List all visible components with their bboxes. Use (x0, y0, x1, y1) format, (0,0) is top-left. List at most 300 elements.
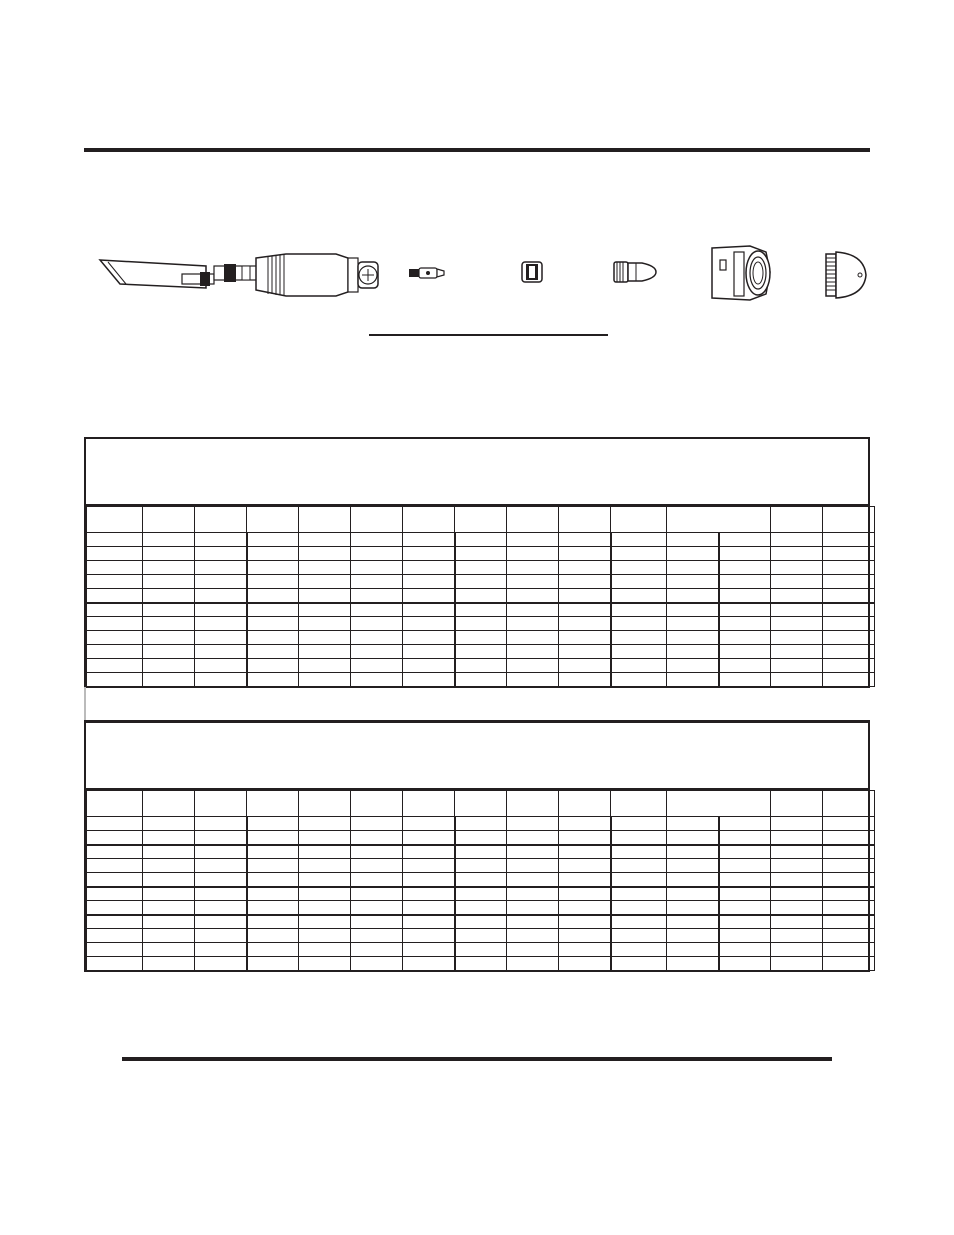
table-cell (771, 957, 823, 971)
table-cell (667, 901, 719, 915)
table-cell (195, 929, 247, 943)
table-cell (299, 859, 351, 873)
table-cell (195, 533, 247, 547)
table-cell (507, 561, 559, 575)
table-cell (143, 859, 195, 873)
table-cell (403, 929, 455, 943)
table-cell (403, 575, 455, 589)
table-cell (299, 617, 351, 631)
table-cell (403, 887, 455, 901)
table-cell (299, 831, 351, 845)
table-cell (455, 561, 507, 575)
table-cell (455, 673, 507, 687)
table-cell (719, 957, 771, 971)
table-cell (611, 547, 667, 561)
table-cell (247, 859, 299, 873)
table-cell (771, 561, 823, 575)
table-cell (771, 631, 823, 645)
table-cell (351, 915, 403, 929)
table-cell (403, 547, 455, 561)
table-cell (771, 859, 823, 873)
table-cell (611, 533, 667, 547)
table-cell (667, 943, 719, 957)
table-row (87, 845, 875, 859)
table-cell (559, 957, 611, 971)
table-cell (507, 673, 559, 687)
table-cell (719, 561, 771, 575)
table-cell (87, 873, 143, 887)
table-cell (247, 929, 299, 943)
table-cell (299, 533, 351, 547)
table-cell (403, 831, 455, 845)
table-cell (299, 887, 351, 901)
table-cell (823, 533, 875, 547)
table-cell (559, 603, 611, 617)
table-cell (559, 547, 611, 561)
table-row (87, 957, 875, 971)
table-cell (507, 873, 559, 887)
table-row (87, 603, 875, 617)
table-row (87, 887, 875, 901)
table-cell (611, 603, 667, 617)
table-cell (87, 673, 143, 687)
table-cell (667, 673, 719, 687)
table-cell (719, 603, 771, 617)
swirl-ring-icon (520, 260, 544, 284)
table-cell (143, 617, 195, 631)
table-cell (351, 659, 403, 673)
table-cell (823, 561, 875, 575)
table-cell (403, 943, 455, 957)
table-cell (195, 831, 247, 845)
table-cell (507, 929, 559, 943)
table-cell (667, 575, 719, 589)
table-cell (507, 887, 559, 901)
table-top-grid (86, 506, 875, 687)
table-cell (143, 659, 195, 673)
table-cell (195, 547, 247, 561)
table-cell (611, 859, 667, 873)
table-cell (559, 901, 611, 915)
table-cell (667, 547, 719, 561)
table-cell (507, 589, 559, 603)
table-cell (611, 659, 667, 673)
tip-icon (612, 258, 660, 286)
table-cell (455, 831, 507, 845)
table-cell (247, 845, 299, 859)
table-cell (823, 943, 875, 957)
table-cell (719, 645, 771, 659)
table-cell (719, 575, 771, 589)
table-cell (455, 915, 507, 929)
table-cell (299, 589, 351, 603)
table-cell (455, 575, 507, 589)
table-cell (299, 547, 351, 561)
table-cell (247, 533, 299, 547)
electrode-icon (408, 266, 448, 280)
table-cell (823, 873, 875, 887)
table-cell (611, 873, 667, 887)
table-cell (351, 561, 403, 575)
table-cell (87, 831, 143, 845)
table-cell (719, 873, 771, 887)
table-cell (87, 817, 143, 831)
table-cell (195, 943, 247, 957)
table-cell (87, 631, 143, 645)
table-cell (299, 659, 351, 673)
table-header-cell (299, 791, 351, 817)
table-header-cell (87, 791, 143, 817)
table-cell (195, 631, 247, 645)
table-cell (403, 673, 455, 687)
table-header-cell (403, 507, 455, 533)
table-cell (351, 617, 403, 631)
table-cell (403, 901, 455, 915)
table-cell (87, 533, 143, 547)
table-cell (455, 547, 507, 561)
table-header-row (87, 791, 875, 817)
table-row (87, 901, 875, 915)
table-cell (247, 957, 299, 971)
table-cell (299, 873, 351, 887)
table-cell (719, 631, 771, 645)
table-cell (611, 561, 667, 575)
table-cell (611, 845, 667, 859)
table-cell (559, 673, 611, 687)
table-cell (87, 887, 143, 901)
table-cell (559, 859, 611, 873)
table-header-cell (507, 507, 559, 533)
table-cell (611, 887, 667, 901)
table-cell (771, 817, 823, 831)
table-cell (667, 645, 719, 659)
table-cell (143, 873, 195, 887)
table-cell (299, 929, 351, 943)
table-cell (507, 957, 559, 971)
table-header-cell (559, 507, 611, 533)
table-cell (403, 873, 455, 887)
table-cell (507, 617, 559, 631)
table-cell (143, 887, 195, 901)
table-cell (455, 589, 507, 603)
table-cell (143, 673, 195, 687)
table-cell (87, 547, 143, 561)
table-cell (507, 547, 559, 561)
table-cell (559, 817, 611, 831)
table-header-cell (87, 507, 143, 533)
table-cell (611, 617, 667, 631)
table-cell (823, 547, 875, 561)
table-row (87, 575, 875, 589)
table-cell (351, 957, 403, 971)
table-cell (507, 659, 559, 673)
table-cell (351, 603, 403, 617)
table-cell (507, 859, 559, 873)
table-cell (667, 533, 719, 547)
table-cell (247, 887, 299, 901)
table-cell (247, 547, 299, 561)
table-cell (195, 887, 247, 901)
table-header-cell (247, 791, 299, 817)
table-cell (719, 817, 771, 831)
table-cell (195, 659, 247, 673)
table-cell (87, 845, 143, 859)
table-cell (771, 887, 823, 901)
table-cell (667, 659, 719, 673)
table-cell (195, 561, 247, 575)
table-cell (403, 617, 455, 631)
table-cell (87, 929, 143, 943)
table-cell (823, 957, 875, 971)
table-cell (351, 547, 403, 561)
table-cell (299, 943, 351, 957)
table-cell (455, 845, 507, 859)
table-cell (195, 915, 247, 929)
table-header-cell (611, 507, 667, 533)
table-cell (247, 817, 299, 831)
table-cell (667, 873, 719, 887)
table-cell (247, 645, 299, 659)
table-cell (455, 901, 507, 915)
table-cell (507, 533, 559, 547)
table-cell (771, 831, 823, 845)
table-cell (507, 943, 559, 957)
table-cell (247, 617, 299, 631)
table-row (87, 915, 875, 929)
table-cell (507, 901, 559, 915)
table-cell (719, 673, 771, 687)
table-cell (667, 631, 719, 645)
table-cell (299, 915, 351, 929)
table-cell (559, 873, 611, 887)
table-cell (87, 575, 143, 589)
table-row (87, 547, 875, 561)
table-cell (667, 957, 719, 971)
table-cell (195, 645, 247, 659)
table-cell (667, 845, 719, 859)
table-cell (247, 943, 299, 957)
table-cell (351, 817, 403, 831)
table-cell (195, 575, 247, 589)
table-cell (719, 901, 771, 915)
table-cell (719, 831, 771, 845)
table-cell (455, 957, 507, 971)
table-cell (507, 915, 559, 929)
table-cell (143, 603, 195, 617)
table-cell (403, 589, 455, 603)
table-cell (611, 589, 667, 603)
table-cell (403, 533, 455, 547)
table-cell (143, 831, 195, 845)
table-cell (771, 617, 823, 631)
table-cell (299, 645, 351, 659)
table-cell (719, 845, 771, 859)
table-cell (351, 831, 403, 845)
table-cell (611, 575, 667, 589)
table-cell (823, 845, 875, 859)
table-header-cell (667, 507, 771, 533)
table-cell (559, 943, 611, 957)
table-row (87, 659, 875, 673)
table-cell (351, 887, 403, 901)
table-cell (667, 887, 719, 901)
table-cell (611, 645, 667, 659)
table-row (87, 859, 875, 873)
table-cell (771, 929, 823, 943)
table-cell (143, 575, 195, 589)
table-cell (247, 659, 299, 673)
table-cell (247, 901, 299, 915)
table-cell (771, 873, 823, 887)
table-header-cell (403, 791, 455, 817)
table-cell (403, 817, 455, 831)
table-header-cell (455, 791, 507, 817)
table-cell (455, 533, 507, 547)
torch-head-icon (96, 244, 386, 304)
table-cell (351, 645, 403, 659)
table-cell (507, 831, 559, 845)
table-cell (455, 873, 507, 887)
table-cell (559, 887, 611, 901)
table-cell (771, 575, 823, 589)
table-cell (823, 915, 875, 929)
table-row (87, 589, 875, 603)
table-cell (351, 673, 403, 687)
table-cell (143, 533, 195, 547)
table-cell (403, 845, 455, 859)
table-cell (247, 831, 299, 845)
table-cell (507, 575, 559, 589)
table-header-cell (611, 791, 667, 817)
table-cell (771, 547, 823, 561)
table-cell (771, 845, 823, 859)
table-cell (823, 929, 875, 943)
table-cell (771, 589, 823, 603)
table-cell (403, 659, 455, 673)
table-cell (247, 575, 299, 589)
table-cell (455, 645, 507, 659)
table-cell (455, 887, 507, 901)
table-cell (403, 645, 455, 659)
table-cell (195, 845, 247, 859)
table-cell (559, 929, 611, 943)
table-cell (87, 589, 143, 603)
table-header-cell (195, 791, 247, 817)
table-cell (559, 845, 611, 859)
table-cell (559, 659, 611, 673)
retaining-cup-icon (706, 242, 776, 304)
table-cell (611, 957, 667, 971)
table-cell (351, 845, 403, 859)
table-cell (143, 943, 195, 957)
table-cell (507, 631, 559, 645)
table-cell (195, 673, 247, 687)
table-cell (299, 575, 351, 589)
table-cell (719, 617, 771, 631)
table-cell (771, 533, 823, 547)
table-header-cell (771, 507, 823, 533)
table-row (87, 617, 875, 631)
table-cell (667, 817, 719, 831)
table-cell (559, 831, 611, 845)
table-cell (87, 957, 143, 971)
table-cell (143, 589, 195, 603)
table-cell (195, 817, 247, 831)
table-cell (823, 659, 875, 673)
table-cell (823, 617, 875, 631)
table-cell (143, 817, 195, 831)
table-cell (299, 561, 351, 575)
table-cell (455, 929, 507, 943)
table-cell (611, 901, 667, 915)
table-cell (455, 603, 507, 617)
table-row (87, 561, 875, 575)
table-header-row (87, 507, 875, 533)
table-cell (559, 561, 611, 575)
table-cell (823, 645, 875, 659)
table-cell (559, 631, 611, 645)
table-cell (719, 859, 771, 873)
shield-cap-icon (824, 244, 872, 304)
table-cell (87, 915, 143, 929)
table-cell (667, 617, 719, 631)
table-cell (507, 817, 559, 831)
table-header-cell (667, 791, 771, 817)
table-cell (403, 631, 455, 645)
parts-illustration (96, 238, 876, 304)
table-cell (611, 673, 667, 687)
table-cell (771, 603, 823, 617)
table-cell (559, 575, 611, 589)
table-cell (351, 533, 403, 547)
table-cell (143, 845, 195, 859)
table-cell (247, 561, 299, 575)
table-bottom-title-band (86, 723, 868, 790)
table-row (87, 533, 875, 547)
table-header-cell (507, 791, 559, 817)
table-cell (611, 817, 667, 831)
table-cell (351, 873, 403, 887)
table-cell (611, 831, 667, 845)
table-cell (87, 617, 143, 631)
table-cell (823, 575, 875, 589)
table-cell (823, 859, 875, 873)
table-cell (247, 915, 299, 929)
table-cell (823, 887, 875, 901)
table-top-title-band (86, 439, 868, 506)
table-header-cell (823, 791, 875, 817)
table-cell (351, 631, 403, 645)
table-cell (351, 575, 403, 589)
table-cell (247, 589, 299, 603)
table-cell (823, 603, 875, 617)
table-row (87, 873, 875, 887)
table-cell (667, 603, 719, 617)
table-cell (455, 859, 507, 873)
table-cell (247, 873, 299, 887)
table-cell (667, 589, 719, 603)
table-cell (403, 561, 455, 575)
table-row (87, 673, 875, 687)
table-header-cell (351, 507, 403, 533)
table-cell (559, 915, 611, 929)
table-cell (719, 547, 771, 561)
table-header-cell (299, 507, 351, 533)
table-cell (87, 659, 143, 673)
table-cell (559, 645, 611, 659)
table-cell (559, 589, 611, 603)
table-cell (247, 603, 299, 617)
